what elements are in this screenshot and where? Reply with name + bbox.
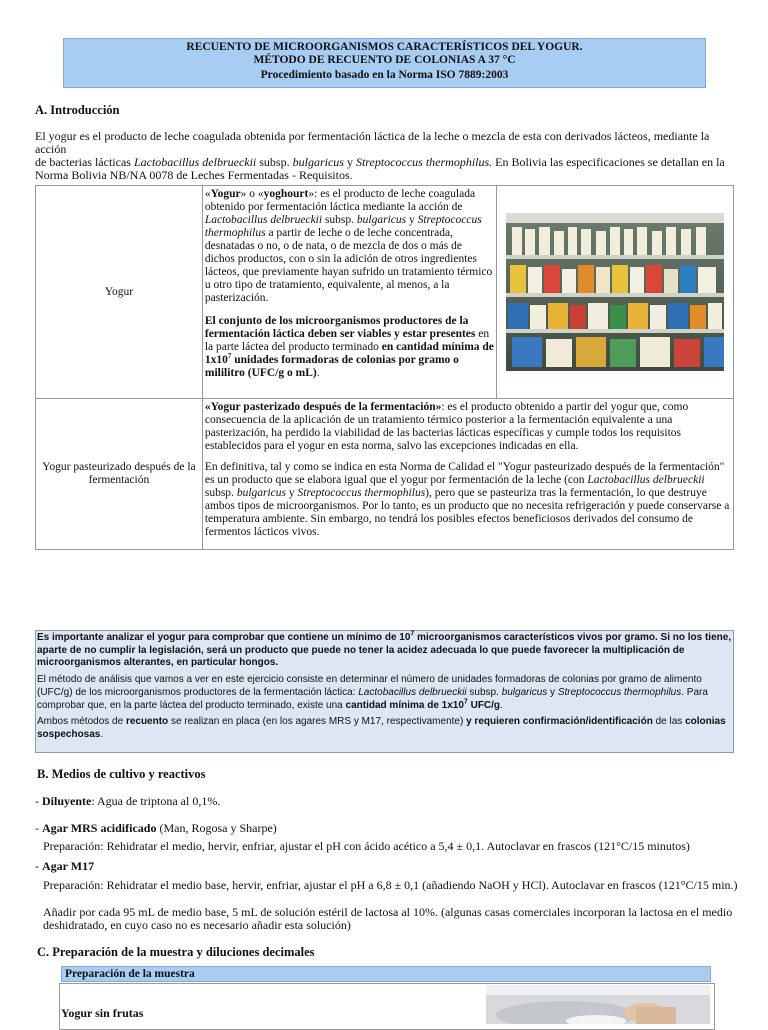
lab-sample-photo [486,985,710,1024]
intro-line1: El yogur es el producto de leche coagulada obtenida por fermentación láctica de la leche o mezcla de esta con derivados lácteos, mediante la acción [35,129,710,156]
info-paragraph-3: Ambos métodos de recuento se realizan en placa (en los agares MRS y M17, respectivamente) y requieren confirmación/identificación de las colonias sospechosas. [37,716,726,740]
section-c-heading: C. Preparación de la muestra y diluciones decimales [37,945,315,959]
agar-mrs-item: - Agar MRS acidificado (Man, Rogosa y Sharpe) [35,821,277,835]
intro-line3: Norma Bolivia NB/NA 0078 de Leches Fermentadas - Requisitos. [35,168,353,182]
definitions-table [35,185,734,550]
section-a-heading: A. Introducción [35,103,120,117]
agar-mrs-preparation: Preparación: Rehidratar el medio, hervir, enfriar, ajustar el pH con ácido acético a 5,4 ± 0,1. Autoclavar en frascos (121°C/15 minutos) [43,839,690,853]
info-paragraph-1: Es importante analizar el yogur para comprobar que contiene un mínimo de $10^7$ microorganismos característicos vivos por gramo. Si no los tiene, aparte de no cumplir la legislación, será un producto que puede no tener la acidez adecuada lo que puede favorecer la multiplicación de microorganismos alterantes, en particular hongos. [37,630,732,669]
table-row [36,399,734,550]
row-description-yogur-pasteurizado: «Yogur pasterizado después de la fermentación»: es el producto obtenido a partir del yogur que, como consecuencia de la aplicación de un tratamiento térmico posterior a la fermentación equivalente a una pasterización, ha perdido la viabilidad de las bacterias lácticas específicas y cumple todos los requisitos establecidos para el yogur en esta norma, salvo las excepciones indicadas en ella. En definitiva, tal y como se indica en esta Norma de Calidad el "Yogur pasteurizado después de la fermentación" es un producto que se elabora igual que el yogur por fermentación de la leche (con Lactobacillus delbrueckii subsp. bulgaricus y Streptococcus thermophilus), pero que se pasteuriza tras la fermentación, lo que destruye ambos tipos de microorganismos. Por lo tanto, es un producto que no necesita refrigeración y puede conservarse a temperatura ambiente. Sin embargo, no tendrá los posibles efectos beneficiosos derivados del consumo de fermentos lácticos vivos. [202,399,733,550]
yogurt-shelf-photo [506,213,724,371]
yogurt-shelf-photo-cell [496,186,733,399]
row-label-yogur-pasteurizado: Yogur pasteurizado después de la fermentación [36,399,203,550]
header-title-line2: MÉTODO DE RECUENTO DE COLONIAS A 37 °C [253,53,516,66]
header-subtitle: Procedimiento basado en la Norma ISO 7889:2003 [260,69,509,81]
agar-m17-item: - Agar M17 [35,859,95,873]
info-paragraph-2: El método de análisis que vamos a ver en este ejercicio consiste en determinar el número de unidades formadoras de colonias por gramo de alimento (UFC/g) de los microorganismos productores de la fermentación láctica: Lactobacillus delbrueckii subsp. bulgaricus y Streptococcus thermophilus. Para comprobar que, en la parte láctea del producto terminado, existe una cantidad mínima de $1x10^7$ UFC/g. [37,674,708,711]
row-label-yogur: Yogur [36,186,203,399]
agar-m17-lactose-note: Añadir por cada 95 mL de medio base, 5 mL de solución estéril de lactosa al 10%. (algunas casas comerciales incorporan la lactosa en el medio deshidratado, en cuyo caso no es necesario añadir esta solución) [43,905,733,932]
row-description-yogur: «Yogur» o «yoghourt»: es el producto de leche coagulada obtenido por fermentación láctica mediante la acción de Lactobacillus delbrueckii subsp. bulgaricus y Streptococcus thermophilus a partir de leche o de leche concentrada, desnatadas o no, o de nata, o de mezcla de dos o más de dichos productos, con o sin la adición de otros ingredientes lácteos, que previamente hayan sufrido un tratamiento térmico u otro tipo de tratamiento, equivalente, al menos, a la pasterización. El conjunto de los microorganismos productores de la fermentación láctica deben ser viables y estar presentes en la parte láctea del producto terminado en cantidad mínima de $1x10^7$ unidades formadoras de colonias por gramo o mililitro (UFC/g o mL). [202,186,496,399]
intro-paragraph [35,130,740,182]
table-row [36,186,734,399]
important-info-box [35,630,734,753]
sample-item-yogur-sin-frutas: Yogur sin frutas [61,1006,144,1020]
sample-prep-header: Preparación de la muestra [61,966,711,982]
section-b-heading: B. Medios de cultivo y reactivos [37,767,206,781]
intro-line2: de bacterias lácticas Lactobacillus delbrueckii subsp. bulgaricus y Streptococcus thermophilus. En Bolivia las especificaciones se detallan en la [35,155,725,169]
document-header [63,38,706,88]
header-title-line1: RECUENTO DE MICROORGANISMOS CARACTERÍSTICOS DEL YOGUR. [186,41,583,53]
diluyente-item: - Diluyente: Agua de triptona al 0,1%. [35,794,221,808]
agar-m17-preparation: Preparación: Rehidratar el medio base, hervir, enfriar, ajustar el pH a 6,8 ± 0,1 (añadiendo NaOH y HCl). Autoclavar en frascos (121°C/15 min.) [43,878,738,892]
